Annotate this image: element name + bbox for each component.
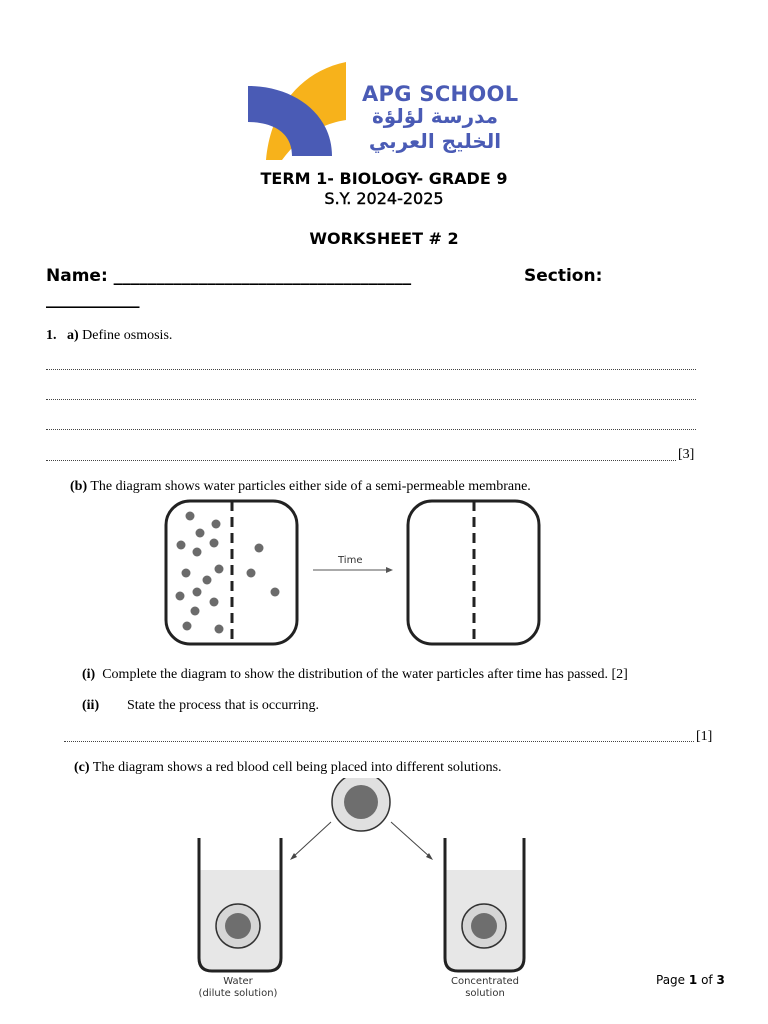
question-1c (74, 760, 502, 776)
test-tube-water (199, 838, 281, 971)
osmosis-diagram (160, 496, 550, 650)
of-word: of (701, 973, 713, 987)
arrow-right (391, 822, 430, 857)
water-particles (176, 512, 280, 634)
question-text: The diagram shows water particles either side of a semi-permeable membrane. (90, 479, 531, 494)
school-name-english: APG SCHOOL (362, 82, 519, 106)
name-label: Name: ___________________________________ (46, 266, 412, 286)
question-part: (b) (70, 479, 88, 494)
total-pages: 3 (716, 973, 725, 987)
answer-line[interactable] (46, 369, 696, 370)
answer-line[interactable] (46, 460, 676, 461)
time-label: Time (338, 555, 363, 566)
term-title: TERM 1- BIOLOGY- GRADE 9 (260, 169, 508, 188)
school-name-arabic-line1: مدرسة لؤلؤة (371, 104, 499, 128)
question-part: (ii) (82, 698, 100, 713)
tube-label-water: Water (223, 976, 253, 987)
page-number (656, 973, 725, 987)
school-logo-mark (246, 60, 352, 162)
section-label: Section: (524, 266, 603, 286)
question-text: Define osmosis. (82, 328, 173, 343)
question-text: State the process that is occurring. (127, 698, 320, 713)
question-part: (c) (74, 760, 90, 775)
marks-q1a: [3] (678, 447, 695, 462)
arrow-left (293, 822, 331, 857)
blood-cell-diagram (190, 778, 530, 978)
tube-label-concentrated: Concentrated (450, 976, 519, 987)
question-1b (70, 479, 531, 495)
worksheet-title: WORKSHEET # 2 (309, 229, 459, 248)
question-1b-ii (82, 698, 99, 714)
tube-label-concentrated-sub: solution (465, 988, 505, 999)
question-part: (i) (82, 667, 96, 682)
question-1b-i (82, 667, 628, 683)
answer-line[interactable] (46, 399, 696, 400)
answer-line[interactable] (46, 429, 696, 430)
question-text: The diagram shows a red blood cell being placed into different solutions. (92, 760, 502, 775)
school-name-arabic-line2: الخليج العربي (368, 129, 502, 153)
question-text: Complete the diagram to show the distribution of the water particles after time has passed. [2] (102, 667, 628, 682)
question-1a (46, 328, 172, 344)
question-part: a) (67, 328, 79, 343)
section-line: ___________ (46, 289, 140, 309)
question-number: 1. (46, 328, 57, 343)
marks-q1b-ii: [1] (696, 729, 713, 744)
tube-label-water-sub: (dilute solution) (198, 988, 278, 999)
page-word: Page (656, 973, 686, 987)
current-page: 1 (688, 973, 698, 987)
school-year: S.Y. 2024-2025 (324, 189, 444, 208)
test-tube-concentrated (445, 838, 524, 971)
answer-line[interactable] (64, 741, 694, 742)
